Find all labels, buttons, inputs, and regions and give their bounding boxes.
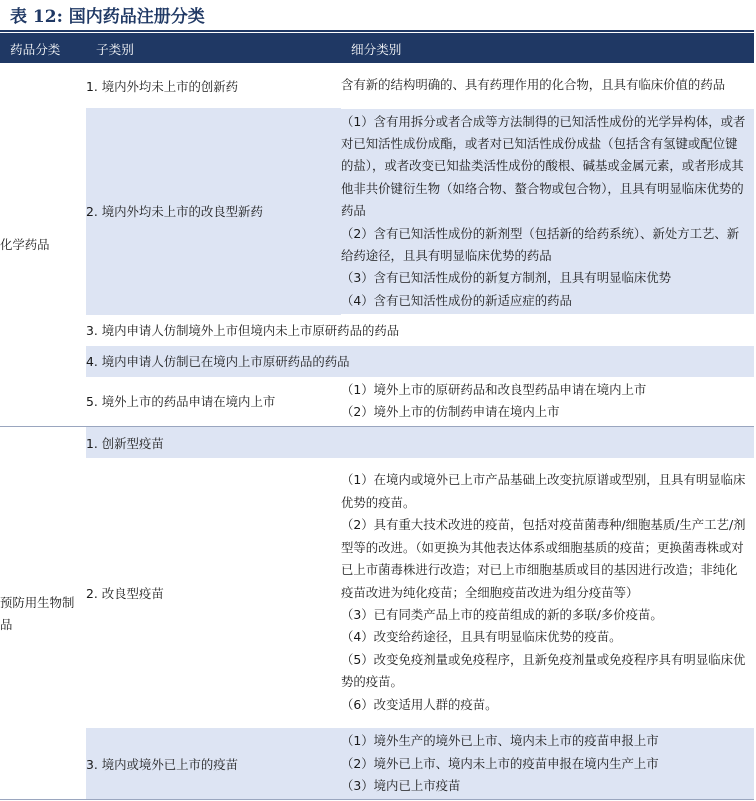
- table-header-row: [0, 33, 754, 63]
- detail-line: （3）含有已知活性成份的新复方制剂，且具有明显临床优势: [341, 270, 672, 286]
- detail-line: 含有新的结构明确的、具有药理作用的化合物，且具有临床价值的药品: [341, 77, 726, 93]
- table-row: [0, 427, 754, 458]
- subcategory-cell: 2. 境内外均未上市的改良型新药: [86, 204, 263, 220]
- header-detail: 细分类别: [341, 33, 754, 63]
- subcategory-cell: 1. 境内外均未上市的创新药: [86, 78, 239, 94]
- detail-line: （2）境外已上市、境内未上市的疫苗申报在境内生产上市: [341, 755, 659, 771]
- subcategory-cell: 1. 创新型疫苗: [86, 427, 754, 458]
- subcategory-cell: 5. 境外上市的药品申请在境内上市: [86, 394, 276, 410]
- title-rule: [0, 30, 754, 32]
- table-row: [0, 458, 754, 728]
- detail-line: （2）具有重大技术改进的疫苗，包括对疫苗菌毒种/细胞基质/生产工艺/剂型等的改进。（如更换为其他表达体系或细胞基质的疫苗；更换菌毒株或对已上市菌毒株进行改造；对已上市细胞基质或目的基因进行改造；非纯化疫苗改进为纯化疫苗；全细胞疫苗改进为组分疫苗等）: [341, 517, 746, 600]
- detail-line: （3）已有同类产品上市的疫苗组成的新的多联/多价疫苗。: [341, 606, 663, 622]
- subcategory-cell: 3. 境内申请人仿制境外上市但境内未上市原研药品的药品: [86, 323, 400, 339]
- category-chemical: 化学药品: [0, 63, 86, 427]
- table-row: [0, 377, 754, 426]
- detail-line: （4）改变给药途径，且具有明显临床优势的疫苗。: [341, 629, 622, 645]
- subcategory-cell: 2. 改良型疫苗: [86, 585, 164, 601]
- detail-line: （2）含有已知活性成份的新剂型（包括新的给药系统）、新处方工艺、新给药途径，且具有明显临床优势的药品: [341, 225, 740, 263]
- detail-line: （3）境内已上市疫苗: [341, 778, 461, 794]
- table-row: [0, 108, 754, 315]
- table-row: [0, 346, 754, 377]
- table-bottom-rule: [0, 799, 754, 800]
- detail-line: （1）在境内或境外已上市产品基础上改变抗原谱或型别，且具有明显临床优势的疫苗。: [341, 472, 746, 510]
- table-row: [0, 728, 754, 800]
- header-category: 药品分类: [0, 33, 86, 63]
- header-subcategory: 子类别: [86, 33, 341, 63]
- detail-line: （1）境外生产的境外已上市、境内未上市的疫苗申报上市: [341, 733, 659, 749]
- detail-line: （1）境外上市的原研药品和改良型药品申请在境内上市: [341, 381, 647, 397]
- category-biologics: 预防用生物制品: [0, 427, 86, 800]
- subcategory-cell: 4. 境内申请人仿制已在境内上市原研药品的药品: [86, 354, 350, 370]
- table-title: 表 12: 国内药品注册分类: [10, 7, 205, 27]
- registration-table: [0, 33, 754, 801]
- table-row: [0, 63, 754, 108]
- subcategory-cell: 3. 境内或境外已上市的疫苗: [86, 757, 239, 773]
- detail-line: （4）含有已知活性成份的新适应症的药品: [341, 292, 572, 308]
- detail-line: （5）改变免疫剂量或免疫程序，且新免疫剂量或免疫程序具有明显临床优势的疫苗。: [341, 651, 746, 690]
- table-row: [0, 315, 754, 346]
- detail-line: （6）改变适用人群的疫苗。: [341, 696, 498, 712]
- detail-line: （1）含有用拆分或者合成等方法制得的已知活性成份的光学异构体，或者对已知活性成份成酯，或者对已知活性成份成盐（包括含有氢键或配位键的盐），或者改变已知盐类活性成份的酸根、碱基或金属元素，或者形成其他非共价键衍生物（如络合物、螯合物或包合物），且具有明显临床优势的药品: [341, 113, 746, 219]
- detail-line: （2）境外上市的仿制药申请在境内上市: [341, 404, 560, 420]
